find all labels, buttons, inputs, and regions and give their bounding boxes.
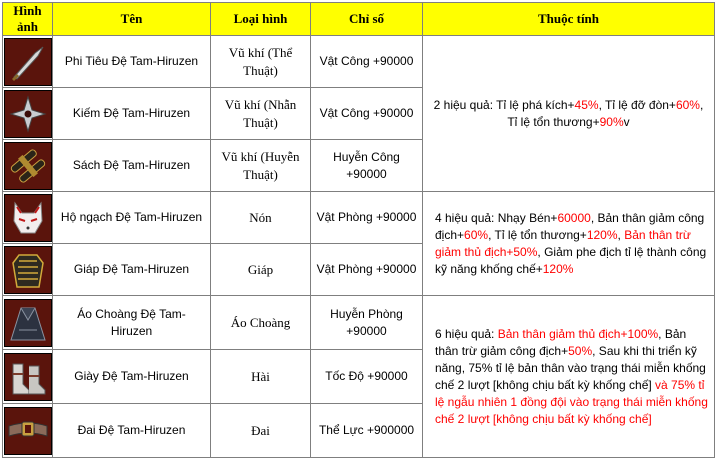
attr-text: 6 hiệu quả: — [435, 326, 498, 341]
attr-value: 60% — [675, 97, 700, 112]
item-stat: Vật Phòng +90000 — [311, 244, 423, 296]
attr-text: v — [623, 114, 630, 129]
item-image-cell — [3, 350, 53, 404]
item-type: Áo Choàng — [211, 296, 311, 350]
item-type: Hài — [211, 350, 311, 404]
item-image-cell — [3, 88, 53, 140]
attr-text: , Tỉ lệ tổn thương+ — [507, 97, 704, 129]
item-name: Sách Đệ Tam-Hiruzen — [53, 140, 211, 192]
table-row — [3, 192, 715, 244]
item-type: Giáp — [211, 244, 311, 296]
attr-value: 45% — [574, 97, 599, 112]
item-name: Kiếm Đệ Tam-Hiruzen — [53, 88, 211, 140]
item-name: Áo Choàng Đệ Tam-Hiruzen — [53, 296, 211, 350]
item-stat: Huyễn Phòng +90000 — [311, 296, 423, 350]
attribute-group-2 — [423, 192, 715, 296]
header-stat: Chỉ số — [311, 3, 423, 36]
item-stat: Vật Phòng +90000 — [311, 192, 423, 244]
header-attribute: Thuộc tính — [423, 3, 715, 36]
item-stat: Thể Lực +900000 — [311, 404, 423, 458]
attr-text: 4 hiệu quả: Nhạy Bén+ — [435, 210, 558, 225]
attr-value: Bản thân trừ giảm thủ địch+50% — [435, 227, 691, 259]
attribute-group-1 — [423, 36, 715, 192]
cloak-icon — [4, 299, 52, 347]
fox-mask-icon — [4, 194, 52, 242]
attribute-group-3 — [423, 296, 715, 458]
item-image-cell — [3, 244, 53, 296]
item-name: Hộ ngạch Đệ Tam-Hiruzen — [53, 192, 211, 244]
boots-icon — [4, 353, 52, 401]
table-header-row — [3, 3, 715, 36]
item-image-cell — [3, 140, 53, 192]
item-name: Phi Tiêu Đệ Tam-Hiruzen — [53, 36, 211, 88]
item-image-cell — [3, 296, 53, 350]
attr-value: 120% — [586, 227, 618, 242]
attr-text: , Tỉ lệ tổn thương+ — [488, 227, 587, 242]
item-type: Nón — [211, 192, 311, 244]
item-stat: Huyễn Công +90000 — [311, 140, 423, 192]
item-name: Giày Đệ Tam-Hiruzen — [53, 350, 211, 404]
item-image-cell — [3, 36, 53, 88]
item-stat: Vật Công +90000 — [311, 36, 423, 88]
attr-text: , Bản thân giảm công địch+ — [435, 210, 705, 242]
armor-icon — [4, 246, 52, 294]
item-stat: Tốc Độ +90000 — [311, 350, 423, 404]
attr-text: , Tỉ lệ đỡ đòn+ — [598, 97, 676, 112]
attr-text: , Bản thân trừ giảm công địch+ — [435, 326, 687, 358]
attr-text: , Sau khi thi triển kỹ năng, 75% tỉ lệ bản thân vào trạng thái miễn khống chế 2 lượt [không chịu bất kỳ khống chế] — [435, 343, 706, 392]
item-stat: Vật Công +90000 — [311, 88, 423, 140]
item-type: Vũ khí (Nhẫn Thuật) — [211, 88, 311, 140]
equipment-table — [2, 2, 715, 458]
attr-text: , Giảm phe địch tỉ lệ thành công kỹ năng khống chế+ — [435, 244, 707, 276]
belt-icon — [4, 407, 52, 455]
item-name: Đai Đệ Tam-Hiruzen — [53, 404, 211, 458]
item-image-cell — [3, 192, 53, 244]
attr-value: 90% — [599, 114, 624, 129]
attr-value: 60% — [464, 227, 489, 242]
attr-text: 2 hiệu quả: Tỉ lệ phá kích+ — [433, 97, 575, 112]
header-image: Hình ảnh — [3, 3, 53, 36]
attr-value: Bản thân giảm thủ địch+100% — [497, 326, 659, 341]
item-type: Đai — [211, 404, 311, 458]
shuriken-icon — [4, 90, 52, 138]
table-row — [3, 296, 715, 350]
item-type: Vũ khí (Thể Thuật) — [211, 36, 311, 88]
attr-text: , — [617, 227, 625, 242]
item-image-cell — [3, 404, 53, 458]
attr-value: 60000 — [557, 210, 591, 225]
scroll-icon — [4, 142, 52, 190]
attr-value: 120% — [542, 261, 574, 276]
header-type: Loại hình — [211, 3, 311, 36]
header-name: Tên — [53, 3, 211, 36]
item-name: Giáp Đệ Tam-Hiruzen — [53, 244, 211, 296]
kunai-icon — [4, 38, 52, 86]
attr-value: và 75% tỉ lệ ngẫu nhiên 1 đồng đội vào trạng thái miễn khống chế 2 lượt [không chịu bất kỳ khống chế] — [435, 377, 708, 426]
attr-value: 50% — [568, 343, 593, 358]
table-row — [3, 36, 715, 88]
item-type: Vũ khí (Huyễn Thuật) — [211, 140, 311, 192]
